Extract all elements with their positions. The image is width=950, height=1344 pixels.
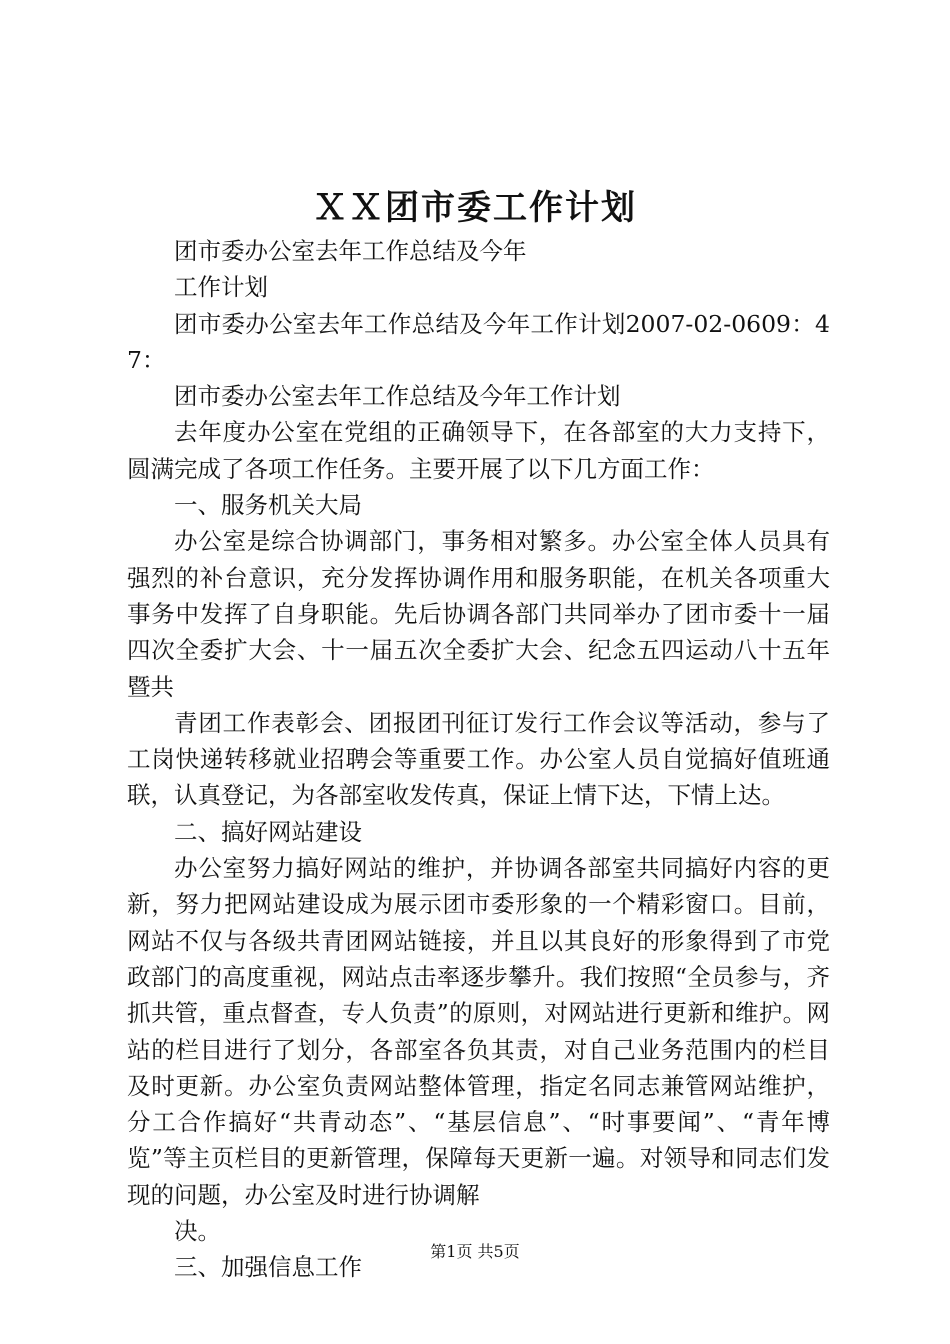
paragraph: 团市委办公室去年工作总结及今年 [174,237,527,265]
paragraph: 决。 [174,1217,221,1246]
paragraph: 办公室是综合协调部门，事务相对繁多。办公室全体人员具有强烈的补台意识，充分发挥协调作用和服务职能，在机关各项重大事务中发挥了自身职能。先后协调各部门共同举办了团市委十一届四次全委扩大会、十一届五次全委扩大会、纪念五四运动八十五年暨共 [127,527,830,701]
document-title: ＸＸ团市委工作计划 [313,188,637,228]
paragraph: 去年度办公室在党组的正确领导下，在各部室的大力支持下，圆满完成了各项工作任务。主要开展了以下几方面工作： [127,418,830,483]
paragraph: 团市委办公室去年工作总结及今年工作计划 [174,382,621,411]
section-heading: 一、服务机关大局 [174,491,362,520]
document-body [127,233,830,1286]
section-heading: 三、加强信息工作 [174,1253,362,1282]
paragraph: 工作计划 [174,273,268,302]
paragraph: 青团工作表彰会、团报团刊征订发行工作会议等活动，参与了工岗快递转移就业招聘会等重要工作。办公室人员自觉搞好值班通联，认真登记，为各部室收发传真，保证上情下达，下情上达。 [127,708,830,810]
page-number-footer: 第1页 共5页 [430,1242,520,1261]
paragraph: 办公室努力搞好网站的维护，并协调各部室共同搞好内容的更新，努力把网站建设成为展示团市委形象的一个精彩窗口。目前，网站不仅与各级共青团网站链接，并且以其良好的形象得到了市党政部门的高度重视，网站点击率逐步攀升。我们按照“全员参与，齐抓共管，重点督查，专人负责”的原则，对网站进行更新和维护。网站的栏目进行了划分，各部室各负其责，对自己业务范围内的栏目及时更新。办公室负责网站整体管理，指定名同志兼管网站维护，分工合作搞好“共青动态”、“基层信息”、“时事要闻”、“青年博览”等主页栏目的更新管理，保障每天更新一遍。对领导和同志们发现的问题，办公室及时进行协调解 [127,854,830,1209]
paragraph: 团市委办公室去年工作总结及今年工作计划2007-02-0609：47： [127,309,830,374]
section-heading: 二、搞好网站建设 [174,817,362,846]
